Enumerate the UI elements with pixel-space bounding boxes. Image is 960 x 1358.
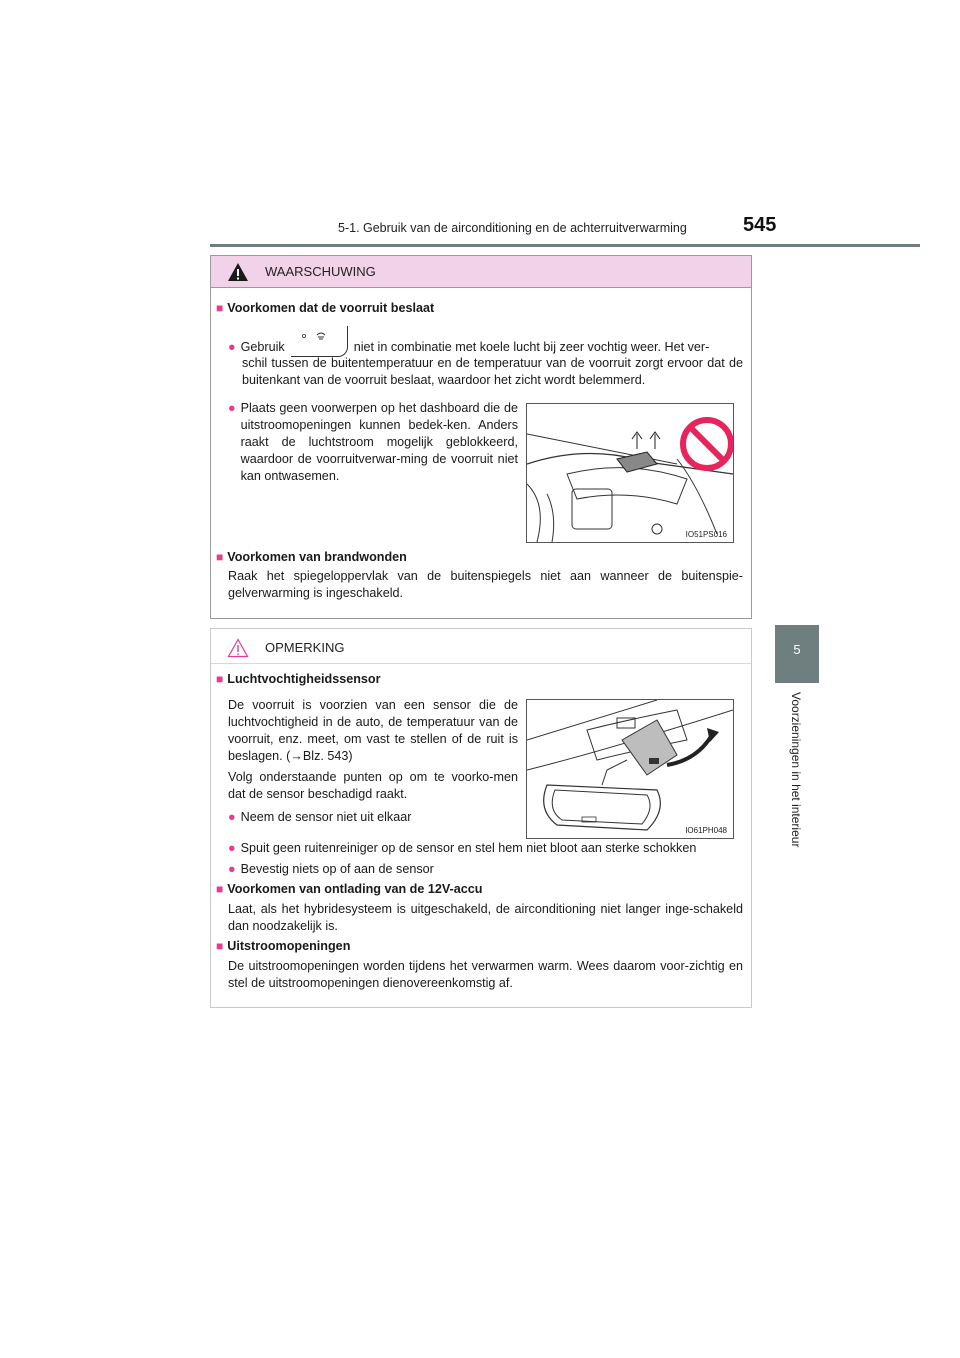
chapter-title: Voorzieningen in het interieur	[789, 692, 803, 848]
square-bullet-icon: ■	[216, 301, 224, 315]
header-rule-right	[840, 244, 920, 247]
note-section1-text2: Volg onderstaande punten op om te voorko-men dat de sensor beschadigd raakt.	[228, 770, 518, 801]
note-section1-text: De voorruit is voorzien van een sensor die de luchtvochtigheid in de auto, de temperatuur van de voorruit, enz. meet, om vast te stellen of de ruit is beslagen. (→Blz. 543)	[228, 698, 518, 763]
dashboard-illustration	[527, 404, 733, 542]
warning-title: WAARSCHUWING	[265, 264, 376, 279]
note-section3-heading: ■ Uitstroomopeningen	[216, 939, 351, 953]
bullet1-line1: niet in combinatie met koele lucht bij zeer vochtig weer. Het ver-	[353, 339, 710, 354]
figure1-code: IO51PS016	[685, 530, 727, 539]
caution-triangle-outline-icon	[227, 638, 249, 658]
sensor-figure	[526, 699, 734, 839]
note-section3-text: De uitstroomopeningen worden tijdens het verwarmen warm. Wees daarom voor-zichtig en stel de uitstroomopeningen dienovereenkomstig af.	[228, 959, 743, 990]
bullet1-prefix: Gebruik	[240, 339, 285, 354]
round-bullet-icon: ●	[228, 862, 236, 876]
chapter-tab	[775, 625, 819, 683]
round-bullet-icon: ●	[228, 339, 236, 354]
warning-section2-text: Raak het spiegeloppervlak van de buitenspiegels niet aan wanneer de buitenspie-gelverwarming is ingeschakeld.	[228, 569, 743, 600]
warning-box	[210, 255, 752, 619]
warning-header	[211, 256, 751, 288]
note-section2-text: Laat, als het hybridesysteem is uitgeschakeld, de airconditioning niet langer inge-schakeld dan noodzakelijk is.	[228, 902, 743, 933]
page-number: 545	[743, 214, 777, 236]
chapter-title-wrap	[787, 692, 807, 867]
note-box	[210, 628, 752, 1008]
note-header	[211, 629, 751, 664]
square-bullet-icon: ■	[216, 939, 224, 953]
sensor-illustration	[527, 700, 733, 838]
warning-bullet2: ● Plaats geen voorwerpen op het dashboard die de uitstroomopeningen kunnen bedek-ken. Anders raakt de luchtstroom mogelijk geblokkeerd, waardoor de voorruitverwar-ming de voorruit niet kan ontwasemen.	[228, 401, 518, 483]
square-bullet-icon: ■	[216, 882, 224, 896]
figure2-code: IO61PH048	[685, 826, 727, 835]
note-bullet1: ● Neem de sensor niet uit elkaar	[228, 810, 412, 824]
section-title: 5-1. Gebruik van de airconditioning en de achterruitverwarming	[338, 221, 687, 235]
note-title: OPMERKING	[265, 640, 345, 655]
header-rule	[210, 244, 840, 247]
warning-bullet1-rest: schil tussen de buitentemperatuur en de temperatuur van de voorruit zorgt ervoor dat de buitenkant van de voorruit beslaat, waardoor het zicht wordt belemmerd.	[242, 356, 743, 387]
warning-section1-heading: ■ Voorkomen dat de voorruit beslaat	[216, 301, 435, 315]
square-bullet-icon: ■	[216, 672, 224, 686]
warning-section2-heading: ■ Voorkomen van brandwonden	[216, 550, 407, 564]
warning-triangle-icon	[227, 262, 249, 282]
windshield-humidity-button-icon	[291, 326, 348, 357]
round-bullet-icon: ●	[228, 401, 236, 415]
note-bullet3: ● Bevestig niets op of aan de sensor	[228, 862, 434, 876]
note-bullet2: ● Spuit geen ruitenreiniger op de sensor en stel hem niet bloot aan sterke schokken	[228, 841, 697, 855]
note-section1-heading: ■ Luchtvochtigheidssensor	[216, 672, 381, 686]
square-bullet-icon: ■	[216, 550, 224, 564]
dashboard-figure	[526, 403, 734, 543]
note-section2-heading: ■ Voorkomen van ontlading van de 12V-accu	[216, 882, 483, 896]
round-bullet-icon: ●	[228, 810, 236, 824]
chapter-number: 5	[793, 642, 801, 657]
round-bullet-icon: ●	[228, 841, 236, 855]
